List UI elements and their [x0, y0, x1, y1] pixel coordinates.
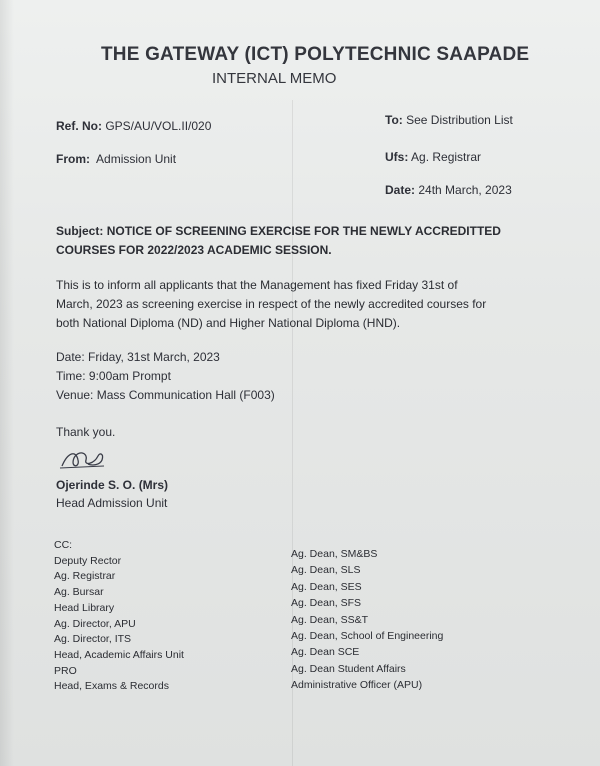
ufs-label: Ufs: [385, 150, 409, 164]
cc-item: Ag. Dean, School of Engineering [291, 630, 444, 643]
date-line [385, 183, 512, 197]
thank-you: Thank you. [56, 425, 116, 439]
page-edge-shadow [0, 0, 14, 766]
subject-line-2: COURSES FOR 2022/2023 ACADEMIC SESSION. [56, 243, 332, 257]
cc-item: Ag. Dean, SES [291, 580, 362, 593]
cc-label: CC: [54, 539, 73, 551]
body-line-2: March, 2023 as screening exercise in respect of the newly accredited courses for [56, 297, 487, 311]
institution-title: THE GATEWAY (ICT) POLYTECHNIC SAAPADE [101, 44, 530, 65]
event-venue: Venue: Mass Communication Hall (F003) [56, 388, 275, 402]
memo-type: INTERNAL MEMO [212, 70, 337, 87]
from-value: Admission Unit [96, 152, 177, 166]
cc-item: Administrative Officer (APU) [291, 679, 423, 692]
cc-item: Deputy Rector [54, 554, 122, 567]
date-value: 24th March, 2023 [418, 183, 512, 197]
subject-label: Subject: [56, 224, 104, 238]
body-paragraph [56, 276, 576, 333]
cc-item: Head Library [54, 601, 115, 614]
ref-line [56, 119, 211, 133]
signatory-position: Head Admission Unit [56, 496, 168, 510]
cc-item: Head, Academic Affairs Unit [54, 648, 184, 661]
event-date: Date: Friday, 31st March, 2023 [56, 350, 220, 364]
cc-item: Ag. Director, APU [54, 617, 136, 630]
signature-mark [58, 446, 108, 472]
cc-item: Ag. Dean, SFS [291, 597, 362, 610]
ref-label: Ref. No: [56, 119, 102, 133]
to-label: To: [385, 113, 403, 127]
cc-item: Ag. Director, ITS [54, 633, 132, 646]
body-line-3: both National Diploma (ND) and Higher National Diploma (HND). [56, 316, 401, 330]
cc-item: Head, Exams & Records [54, 680, 169, 693]
signatory-name: Ojerinde S. O. (Mrs) [56, 478, 169, 492]
ufs-line [385, 150, 481, 164]
cc-item: Ag. Dean SCE [291, 646, 360, 659]
body-line-1: This is to inform all applicants that the Management has fixed Friday 31st of [56, 278, 458, 292]
subject-text-1: NOTICE OF SCREENING EXERCISE FOR THE NEWLY ACCREDITTED [106, 224, 501, 238]
cc-item: Ag. Dean Student Affairs [291, 662, 406, 675]
cc-list-left [54, 538, 184, 695]
cc-list-right [291, 546, 443, 694]
cc-item: PRO [54, 664, 77, 677]
ufs-value: Ag. Registrar [411, 150, 482, 164]
to-value: See Distribution List [406, 113, 513, 127]
date-label: Date: [385, 183, 416, 197]
cc-item: Ag. Dean, SM&BS [291, 548, 378, 560]
cc-item: Ag. Dean, SS&T [291, 613, 369, 626]
cc-item: Ag. Bursar [54, 586, 104, 599]
from-line [56, 152, 176, 166]
ref-value: GPS/AU/VOL.II/020 [105, 119, 212, 133]
cc-item: Ag. Dean, SLS [291, 564, 361, 577]
subject-block [56, 222, 501, 260]
to-line [385, 113, 513, 127]
subject-line-1 [56, 222, 501, 241]
from-label: From: [56, 152, 90, 166]
event-details [56, 348, 275, 405]
event-time: Time: 9:00am Prompt [56, 369, 171, 383]
cc-item: Ag. Registrar [54, 570, 116, 583]
